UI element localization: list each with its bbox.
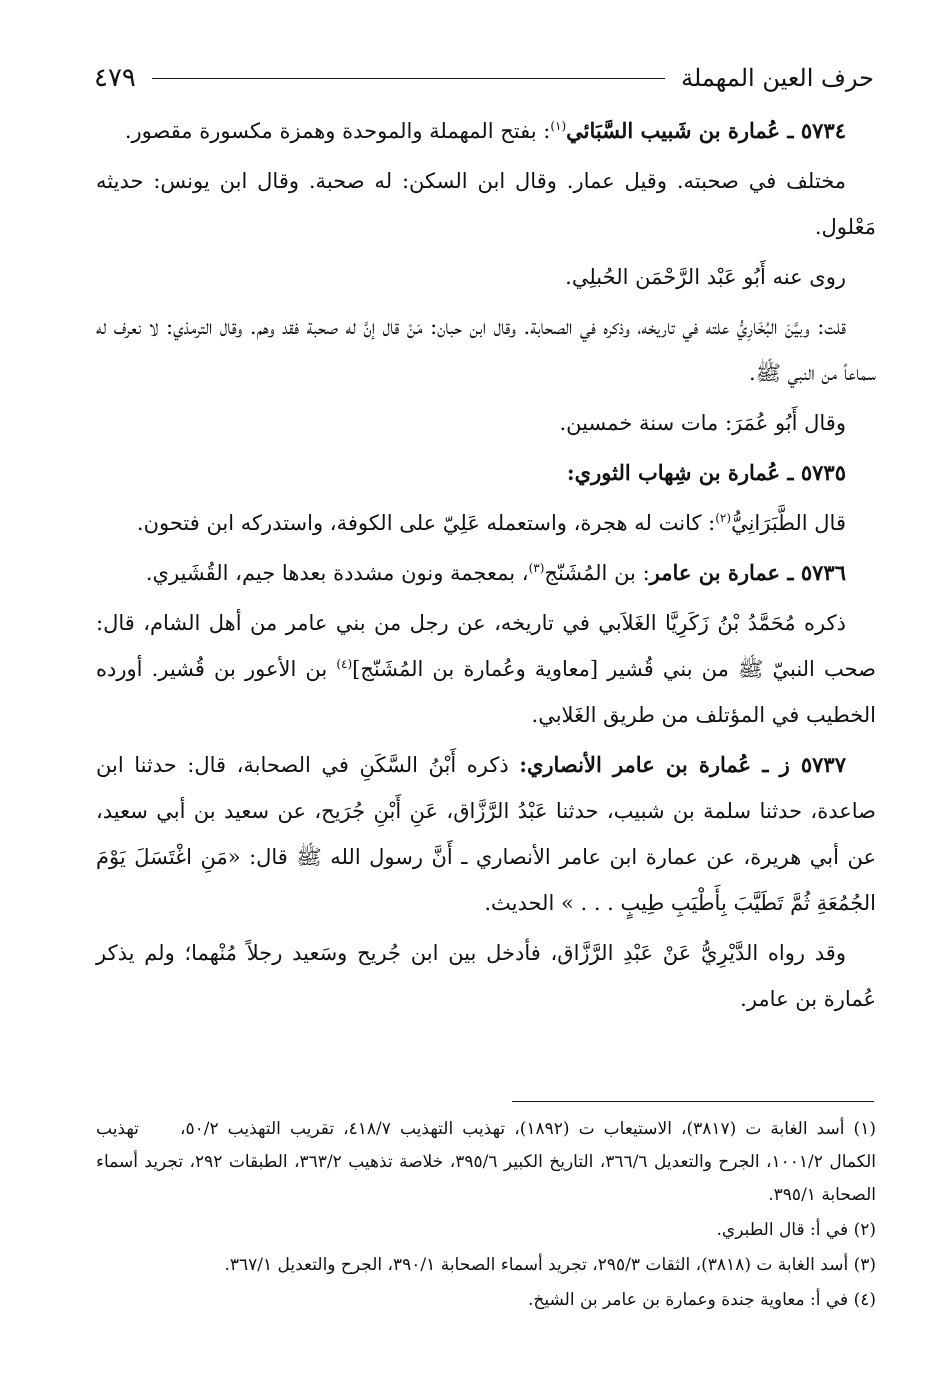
main-text	[96, 108, 876, 1026]
footnote-4: (٤) في أ: معاوية جندة وعمارة بن عامر بن الشيخ.	[527, 1290, 876, 1310]
footnote-1	[96, 1113, 876, 1212]
text-run: ذكره أَبْنُ السَّكَنِ في الصحابة، قال: حدثنا ابن صاعدة، حدثنا سلمة بن شبيب، حدثنا عَبْدُ الرَّزَّاق، عَنِ أَبْنِ جُرَيح، عن سعيد بن أبي سعيد، عن أبي هريرة، عن عمارة ابن عامر الأنصاري ـ أَنَّ رسول الله ﷺ قال: «مَنِ اغْتَسَلَ يَوْمَ الجُمُعَةِ ثُمَّ تَطَيَّبَ بِأَطْيَبِ طِيبٍ . . . » الحديث.	[96, 753, 876, 915]
footnote-3: (٣) أسد الغابة ت (٣٨١٨)، الثقات ٢٩٥/٣، تجريد أسماء الصحابة ٣٩٠/١، الجرح والتعديل ٣٦٧/١.	[224, 1255, 876, 1275]
entry-description: : بفتح المهملة والموحدة وهمزة مكسورة مقصور.	[124, 119, 551, 143]
running-head: حرف العين المهملة	[681, 64, 874, 92]
paragraph: وقد رواه الدَّيْرِيُّ عَنْ عَبْدِ الرَّزَّاق، فأدخل بين ابن جُريح وسَعيد رجلاً مُنْهما؛ ولم يذكر عُمارة بن عامر.	[96, 941, 876, 1011]
page-header	[94, 58, 874, 98]
entry-5736-heading-paragraph	[96, 550, 876, 596]
footnote-2: (٢) في أ: قال الطبري.	[716, 1220, 876, 1240]
footnotes	[96, 1113, 876, 1319]
footnote-ref: (٤)	[336, 657, 353, 671]
header-rule	[152, 78, 665, 79]
paragraph: مختلف في صحبته. وقيل عمار. وقال ابن السكن: له صحبة. وقال ابن يونس: حديثه مَعْلول.	[96, 169, 876, 239]
footnote-ref: (٣)	[528, 561, 545, 575]
paragraph: روى عنه أَبُو عَبْد الرَّحْمَن الحُبلِي.	[565, 265, 846, 289]
paragraph	[96, 500, 876, 546]
entry-heading: ٥٧٣٧ ز ـ عُمارة بن عامر الأنصاري:	[519, 752, 846, 777]
entry-heading: ٥٧٣٦ ـ عمارة بن عامر	[649, 560, 846, 585]
entry-5734-heading-paragraph	[96, 108, 876, 154]
paragraph	[96, 600, 876, 738]
entry-5737-paragraph	[96, 742, 876, 926]
text-run: : كانت له هجرة، واستعمله عَلِيّ على الكوفة، واستدركه ابن فتحون.	[136, 511, 716, 535]
footnote-ref: (٢)	[715, 511, 732, 525]
footnote-ref: (١)	[550, 119, 567, 133]
footnote-text: تهذيب الكمال ١٠٠١/٢، الجرح والتعديل ٣٦٦/٦، التاريخ الكبير ٣٩٥/٦، خلاصة تذهيب ٣٦٣/٢، الطبقات ٢٩٢، تجريد أسماء الصحابة ٣٩٥/١.	[96, 1119, 876, 1205]
text-run: بن الأعور بن قُشير. أورده الخطيب في المؤتلف من طريق الغَلابي.	[96, 657, 876, 727]
entry-heading: ٥٧٣٤ ـ عُمارة بن شَبيب السَّبَائي	[566, 118, 846, 143]
footnote-divider	[512, 1101, 874, 1102]
entry-heading: ٥٧٣٥ ـ عُمارة بن شِهاب الثوري:	[566, 460, 846, 485]
text-run: قال الطَّبَرَانِيُّ	[731, 511, 846, 535]
paragraph: وقال أَبُو عُمَرَ: مات سنة خمسين.	[559, 411, 846, 435]
text-run: ، بمعجمة ونون مشددة بعدها جيم، القُشَيري.	[145, 561, 529, 585]
text-run: : بن المُشَنّج	[544, 561, 650, 585]
paragraph: قلت: وبيَّنَ البُخَارِيُّ علته في تاريخه، وذكره في الصحابة. وقال ابن حبان: مَنْ قال إنَّ له صحبة فقد وهم. وقال الترمذي: لا نعرف له سماعاً من النبي ﷺ.	[96, 315, 876, 385]
footnote-text: (١) أسد الغابة ت (٣٨١٧)، الاستيعاب ت (١٨٩٢)، تهذيب التهذيب ٤١٨/٧، تقريب التهذيب ٥٠/٢،	[179, 1119, 876, 1139]
page-number: ٤٧٩	[94, 63, 136, 93]
text-run: ذكره مُحَمَّدُ بْنُ زَكَرِيَّا الغَلاَبي في تاريخه، عن رجل من بني عامر من أهل الشام، قال: صحب النبيّ ﷺ من بني قُشير [معاوية وعُمارة بن المُشَنّج]	[96, 611, 876, 681]
